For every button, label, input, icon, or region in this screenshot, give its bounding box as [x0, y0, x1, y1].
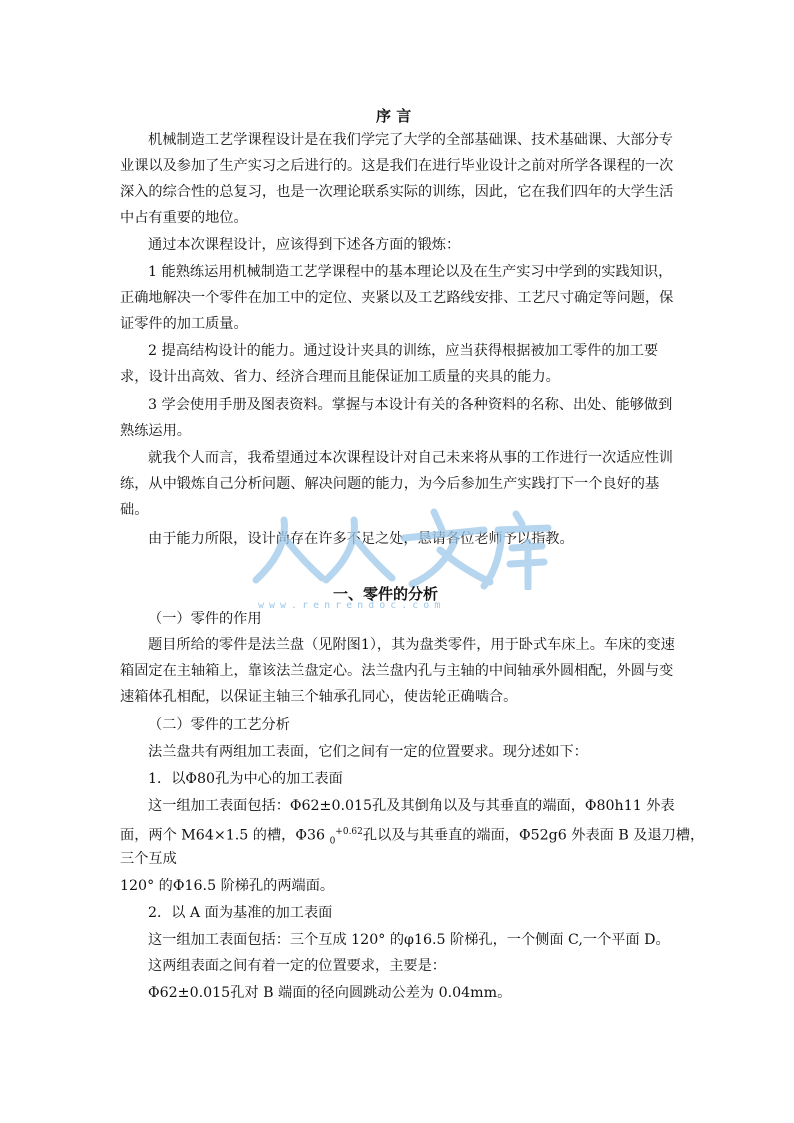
text-line: 求，设计出高效、省力、经济合理而且能保证加工质量的夹具的能力。 [120, 369, 560, 385]
text-line: 础。 [120, 502, 149, 518]
text-line: 法兰盘共有两组加工表面，它们之间有一定的位置要求。现分述如下： [148, 744, 588, 760]
text-line: 机械制造工艺学课程设计是在我们学完了大学的全部基础课、技术基础课、大部分专 [148, 132, 673, 148]
text-line: 速箱体孔相配，以保证主轴三个轴承孔同心，使齿轮正确啮合。 [120, 689, 518, 705]
text-fragment: 孔以及与其垂直的端面，Φ52g6 外表面 B 及退刀槽， [362, 827, 705, 844]
preface-title: 序 言 [376, 107, 412, 125]
text-line: 三个互成 [120, 851, 177, 867]
text-line: 箱固定在主轴箱上，靠该法兰盘定心。法兰盘内孔与主轴的中间轴承外圆相配，外圆与变 [120, 663, 674, 679]
text-line: 中占有重要的地位。 [120, 210, 248, 226]
section-title: 一、零件的分析 [333, 585, 439, 603]
text-line: 这一组加工表面包括：Φ62±0.015孔及其倒角以及与其垂直的端面，Φ80h11 外表 [148, 798, 675, 814]
text-line: Φ62±0.015孔对 B 端面的径向圆跳动公差为 0.04mm。 [148, 985, 512, 1001]
subsection-heading: （二）零件的工艺分析 [148, 717, 290, 733]
text-line: 深入的综合性的总复习，也是一次理论联系实际的训练，因此，它在我们四年的大学生活 [120, 184, 674, 200]
tolerance-lower: 0 [329, 836, 336, 847]
subsection-heading: （一）零件的作用 [148, 611, 262, 627]
text-line [120, 823, 705, 851]
text-line: 3 学会使用手册及图表资料。掌握与本设计有关的各种资料的名称、出处、能够做到 [148, 397, 673, 413]
watermark-url: www.renrendoc.com [258, 600, 446, 611]
text-line: 1．以Φ80孔为中心的加工表面 [148, 771, 343, 787]
text-line: 熟练运用。 [120, 423, 191, 439]
watermark-logo-icon [244, 500, 554, 590]
text-line: 练，从中锻炼自己分析问题、解决问题的能力，为今后参加生产实践打下一个良好的基 [120, 476, 660, 492]
text-line: 题目所给的零件是法兰盘（见附图1），其为盘类零件，用于卧式车床上。车床的变速 [148, 637, 675, 653]
text-line: 就我个人而言，我希望通过本次课程设计对自己未来将从事的工作进行一次适应性训 [148, 450, 673, 466]
text-line: 通过本次课程设计，应该得到下述各方面的锻炼： [148, 237, 461, 253]
text-line: 由于能力所限，设计尚存在许多不足之处，恳请各位老师予以指教。 [148, 531, 574, 547]
text-line: 正确地解决一个零件在加工中的定位、夹紧以及工艺路线安排、工艺尺寸确定等问题，保 [120, 290, 674, 306]
text-line: 这两组表面之间有着一定的位置要求，主要是： [148, 958, 446, 974]
text-line: 证零件的加工质量。 [120, 316, 248, 332]
text-line: 这一组加工表面包括：三个互成 120° 的φ16.5 阶梯孔，一个侧面 C,一个平面 D。 [148, 932, 670, 948]
text-line: 2．以 A 面为基准的加工表面 [148, 905, 333, 921]
text-line: 2 提高结构设计的能力。通过设计夹具的训练，应当获得根据被加工零件的加工要 [148, 343, 659, 359]
text-line: 120° 的Φ16.5 阶梯孔的两端面。 [120, 878, 335, 894]
text-fragment: 面，两个 M64×1.5 的槽，Φ36 [120, 827, 330, 844]
text-line: 业课以及参加了生产实习之后进行的。这是我们在进行毕业设计之前对所学各课程的一次 [120, 158, 674, 174]
tolerance-upper: +0.62 [335, 827, 363, 837]
text-line: 1 能熟练运用机械制造工艺学课程中的基本理论以及在生产实习中学到的实践知识， [148, 264, 673, 280]
